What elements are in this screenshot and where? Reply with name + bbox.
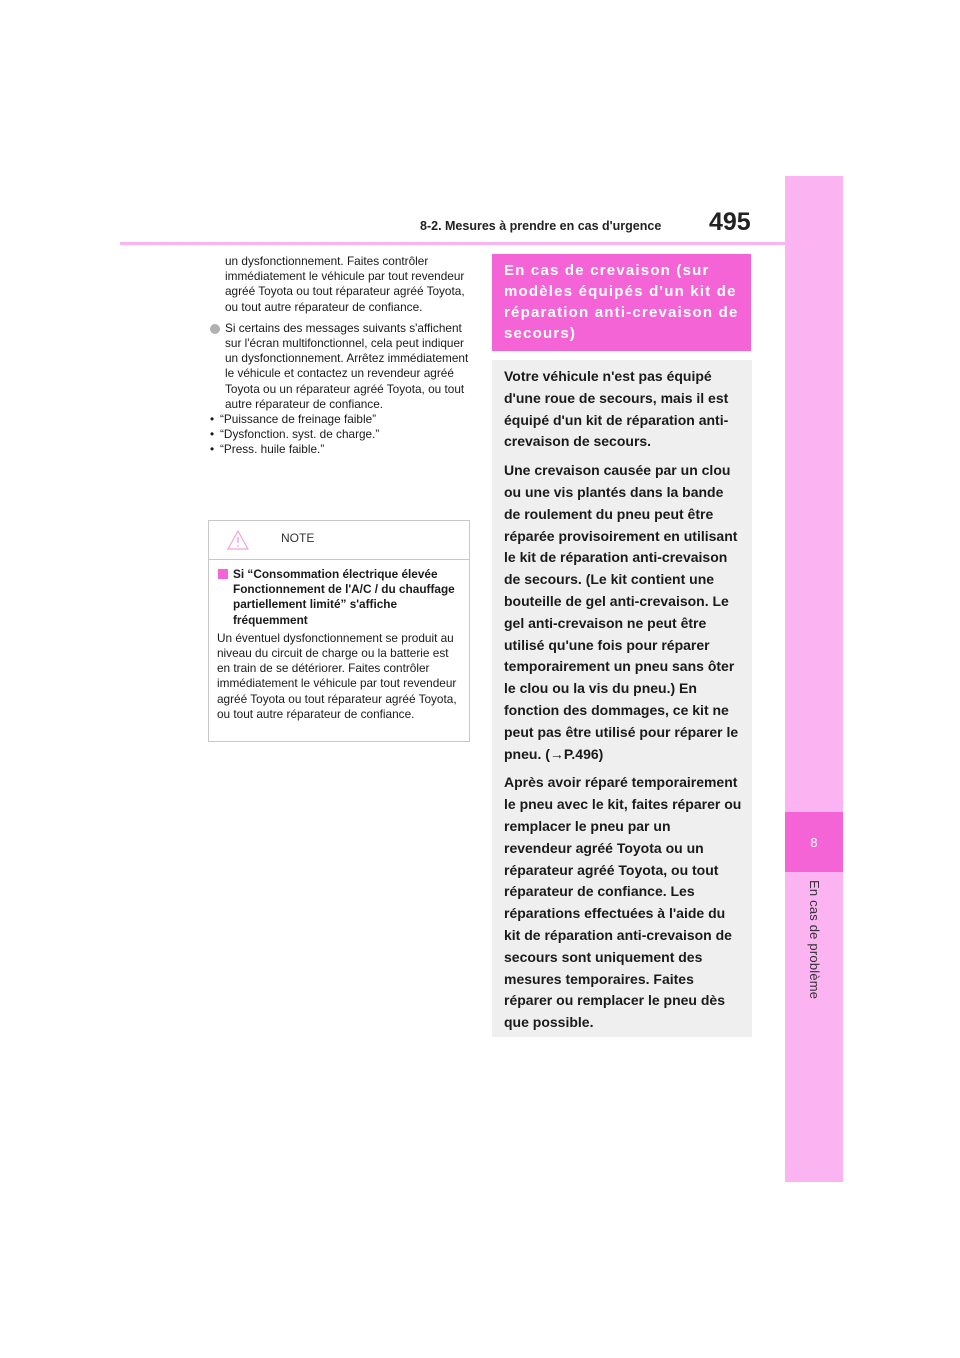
info-paragraph: Une crevaison causée par un clou ou une vis plantés dans la bande de roulement du pneu peut être réparée provisoirement en utilisant le kit de réparation anti-crevaison de secours. (Le kit contient une bouteille de gel anti-crevaison. Le gel anti-crevaison ne peut être utilisé qu'une fois pour réparer temporairement un pneu sans ôter le clou ou la vis du pneu.) En fonction des dommages, ce kit ne peut pas être utilisé pour réparer le pneu. (→P.496)	[504, 462, 739, 762]
section-header: 8-2. Mesures à prendre en cas d'urgence	[420, 219, 662, 233]
header-rule	[120, 242, 785, 245]
list-bullet: •	[210, 442, 215, 457]
chapter-title-vertical: En cas de problème	[807, 880, 822, 1000]
chapter-number-badge	[785, 812, 843, 872]
bullet-paragraph	[208, 321, 470, 412]
info-paragraph: Votre véhicule n'est pas équipé d'une roue de secours, mais il est équipé d'un kit de réparation anti-crevaison de secours.	[504, 368, 729, 450]
continued-paragraph: un dysfonctionnement. Faites contrôler immédiatement le véhicule par tout revendeur agréé Toyota ou tout réparateur agréé Toyota, ou tout autre réparateur de confiance.	[225, 254, 465, 314]
message-text: “Puissance de freinage faible”	[220, 412, 377, 427]
chapter-number: 8	[810, 834, 818, 850]
square-bullet-icon	[218, 569, 228, 579]
list-bullet: •	[210, 427, 215, 442]
page-number: 495	[709, 208, 751, 236]
note-title	[217, 567, 461, 628]
message-list	[208, 412, 470, 458]
side-tab	[785, 176, 843, 1182]
left-column	[208, 254, 470, 458]
note-title-text: Si “Consommation électrique élevée Fonctionnement de l'A/C / du chauffage partiellement limité” s'affiche fréquemment	[233, 567, 455, 627]
bullet-text: Si certains des messages suivants s'affichent sur l'écran multifonctionnel, cela peut indiquer un dysfonctionnement. Arrêtez immédiatement le véhicule et contactez un revendeur agréé Toyota ou un réparateur agréé Toyota, ou tout autre réparateur de confiance.	[225, 320, 469, 411]
note-paragraph: Un éventuel dysfonctionnement se produit au niveau du circuit de charge ou la batterie est en train de se détériorer. Faites contrôler immédiatement le véhicule par tout revendeur agréé Toyota ou tout réparateur agréé Toyota, ou tout autre réparateur de confiance.	[217, 630, 457, 721]
note-body	[209, 560, 469, 722]
message-text: “Dysfonction. syst. de charge.”	[220, 427, 380, 442]
warning-triangle-icon	[227, 530, 249, 550]
info-paragraph: Après avoir réparé temporairement le pneu avec le kit, faites réparer ou remplacer le pneu par un revendeur agréé Toyota ou un réparateur agréé Toyota, ou tout réparateur de confiance. Les réparations effectuées à l'aide du kit de réparation anti-crevaison de secours sont uniquement des mesures temporaires. Faites réparer ou remplacer le pneu dès que possible.	[504, 774, 742, 1031]
note-header	[209, 521, 469, 560]
info-box	[492, 360, 752, 1037]
message-text: “Press. huile faible.”	[220, 442, 325, 457]
section-heading: En cas de crevaison (sur modèles équipés d'un kit de réparation anti-crevaison de secours)	[504, 262, 739, 342]
note-box	[208, 520, 470, 742]
message-item	[208, 442, 470, 457]
message-item	[208, 412, 470, 427]
note-label: NOTE	[281, 531, 315, 545]
message-item	[208, 427, 470, 442]
section-heading-box	[492, 254, 751, 351]
bullet-dot-icon	[210, 324, 220, 334]
list-bullet: •	[210, 412, 215, 427]
